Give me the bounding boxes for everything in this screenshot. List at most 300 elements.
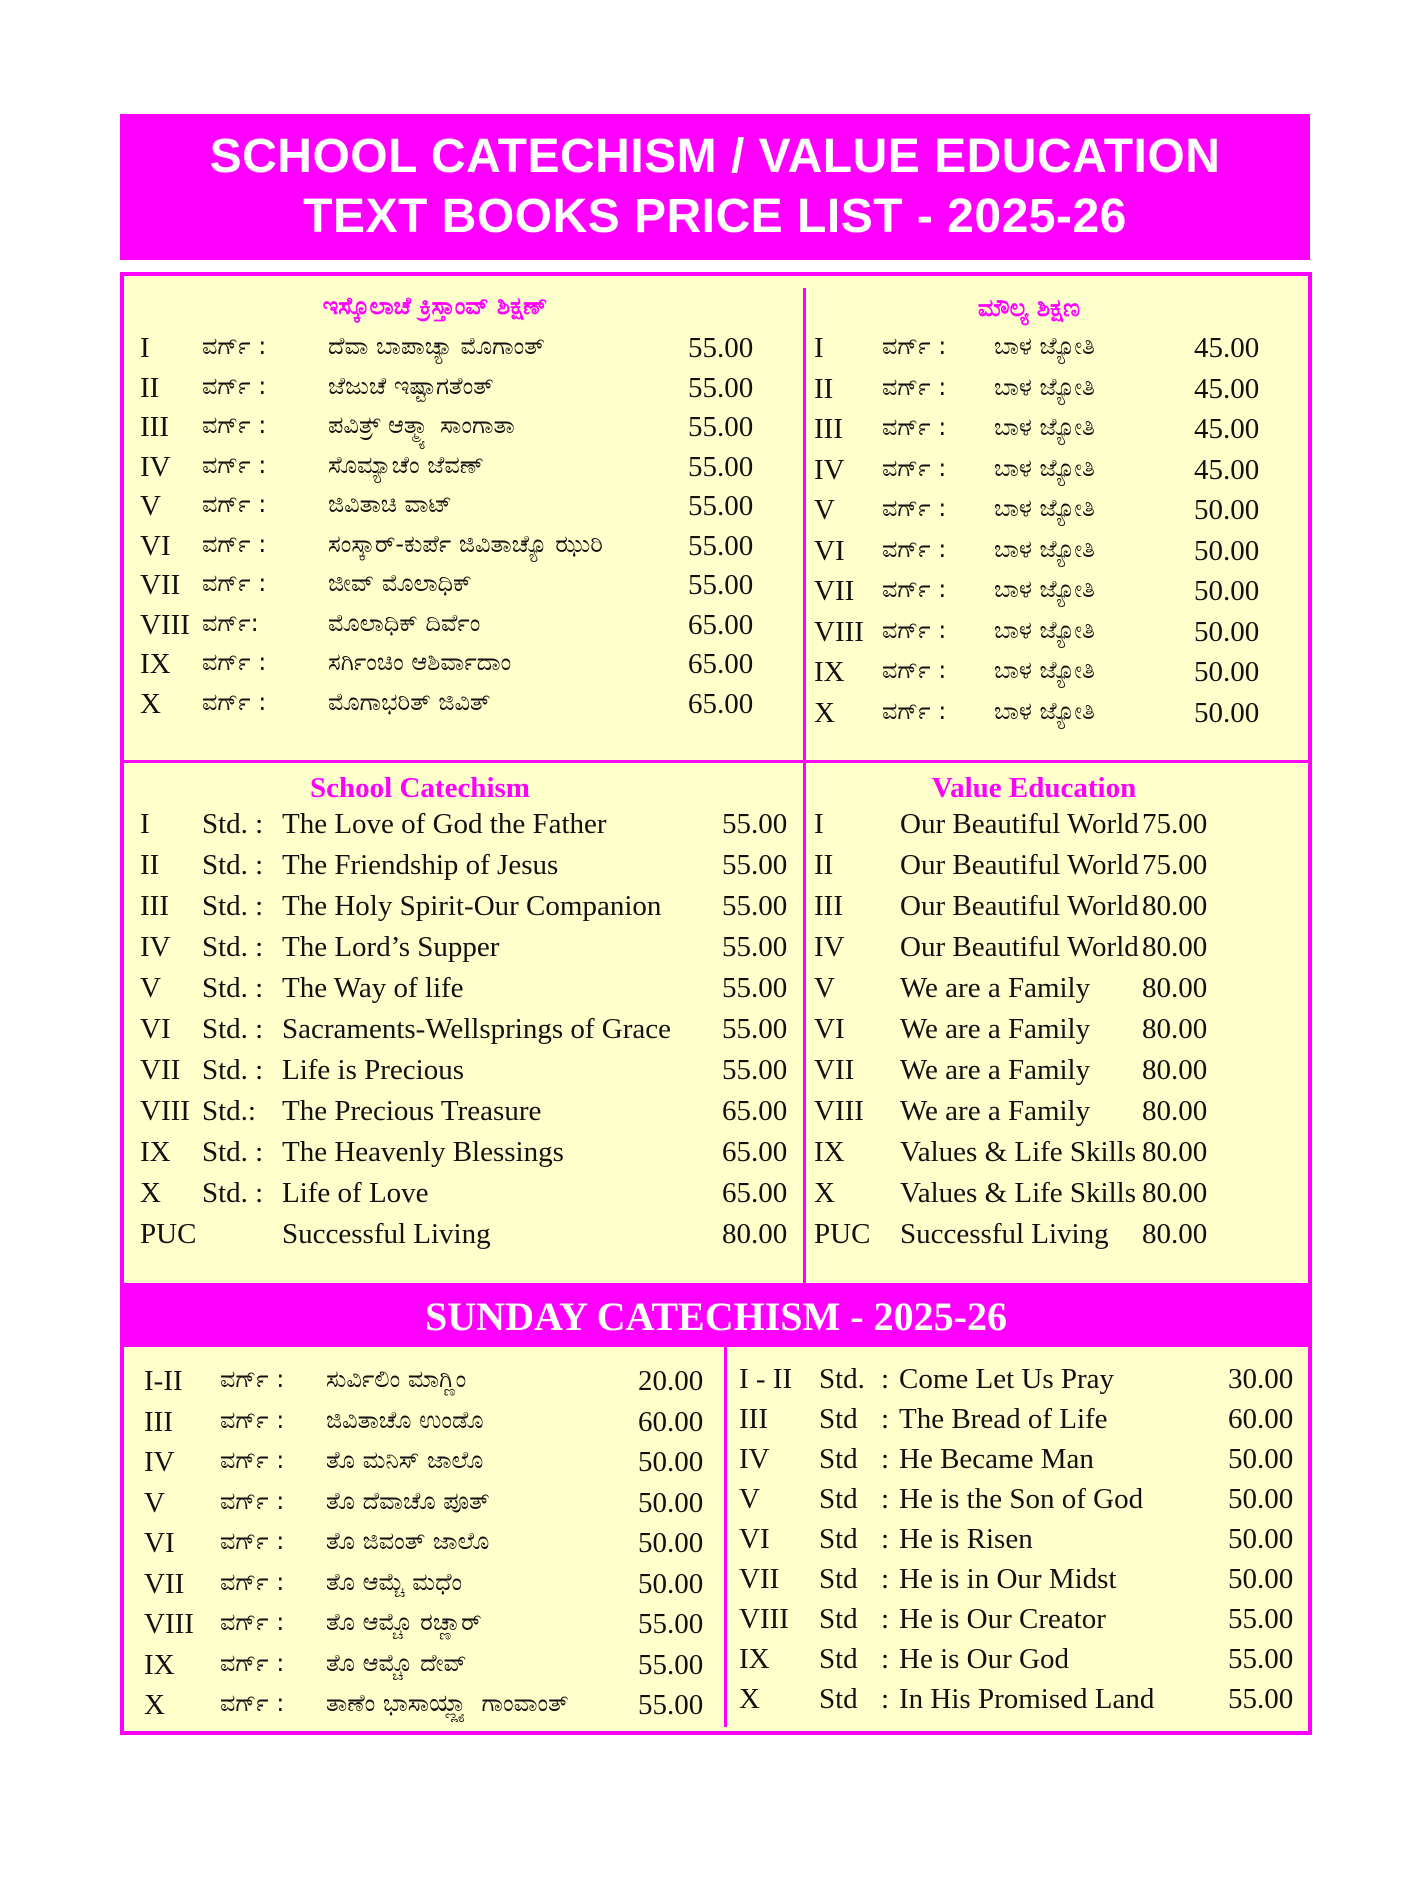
class-label: ವರ್ಗ್ :	[882, 534, 947, 563]
price-value: 45.00	[1194, 372, 1260, 405]
grade-label: V	[739, 1483, 760, 1515]
book-title: ಸರ್ಗಿಂಚಿಂ ಆಶಿರ್ವಾದಾಂ	[328, 648, 512, 676]
price-row	[144, 1487, 714, 1521]
book-title: ಪವಿತ್ರ್ ಆತ್ಮ್ಯಾ ಸಾಂಗಾತಾ	[328, 411, 515, 439]
class-label: ವರ್ಗ್ :	[882, 656, 947, 684]
grade-label: VI	[814, 534, 845, 567]
sunday-price-box	[120, 1347, 1312, 1735]
column-divider-top	[803, 288, 806, 768]
class-label: ವರ್ಗ್ :	[220, 1527, 285, 1555]
price-row	[739, 1563, 1309, 1597]
grade-label: X	[814, 1177, 835, 1209]
book-title: The Holy Spirit-Our Companion	[282, 890, 662, 922]
book-title: The Precious Treasure	[282, 1095, 542, 1127]
book-title: ದೆವಾ ಬಾಪಾಚ್ಯಾ ಮೊಗಾಂತ್	[328, 332, 545, 360]
grade-label: X	[739, 1683, 760, 1715]
book-title: He is in Our Midst	[899, 1563, 1117, 1595]
class-label: Std.:	[202, 1095, 256, 1127]
book-title: ತೊ ದೆವಾಚೊ ಪೂತ್	[326, 1486, 490, 1515]
price-row	[814, 1054, 1304, 1088]
price-value: 65.00	[688, 687, 754, 720]
class-label: Std	[819, 1443, 858, 1475]
price-value: 50.00	[1194, 656, 1260, 688]
book-title: The Bread of Life	[899, 1403, 1108, 1435]
book-title: Our Beautiful World	[900, 849, 1139, 881]
book-title: ತೊ ಜಿವಂತ್ ಜಾಲೊ	[326, 1527, 490, 1555]
grade-label: IX	[814, 656, 845, 688]
price-value: 55.00	[688, 529, 754, 562]
class-label: ವರ್ಗ್ :	[202, 648, 267, 676]
price-row	[739, 1443, 1309, 1477]
price-row	[140, 609, 800, 643]
book-title: ಬಾಳ ಜ್ಯೋತಿ	[994, 534, 1095, 563]
price-value: 80.00	[1142, 1218, 1208, 1250]
price-row	[814, 1177, 1304, 1211]
class-label: Std.	[819, 1363, 865, 1395]
price-value: 55.00	[1228, 1643, 1294, 1675]
price-row	[140, 372, 800, 406]
class-label: Std. :	[202, 1054, 264, 1086]
price-value: 50.00	[1194, 696, 1260, 729]
class-label: ವರ್ಗ್ :	[882, 575, 947, 603]
book-title: ಜಿವಿತಾಚೊ ಉಂಡೊ	[326, 1405, 484, 1434]
grade-label: I	[814, 332, 824, 364]
price-value: 55.00	[722, 972, 788, 1004]
price-value: 75.00	[1142, 808, 1208, 840]
price-value: 80.00	[1142, 1054, 1208, 1086]
book-title: We are a Family	[900, 1054, 1091, 1086]
price-value: 80.00	[1142, 1136, 1208, 1168]
price-value: 55.00	[722, 849, 788, 881]
price-value: 45.00	[1194, 413, 1260, 445]
price-row	[814, 616, 1304, 650]
book-title: ಜಿವಿತಾಚಿ ವಾಟ್	[328, 490, 452, 518]
class-label: ವರ್ಗ್ :	[220, 1405, 285, 1434]
grade-label: VII	[814, 1054, 855, 1086]
grade-label: PUC	[814, 1218, 871, 1250]
class-label: ವರ್ಗ್ :	[220, 1486, 285, 1515]
grade-label: X	[140, 1177, 161, 1209]
price-value: 60.00	[638, 1405, 704, 1438]
class-label: ವರ್ಗ್ :	[882, 453, 947, 482]
separator-colon: :	[881, 1643, 890, 1675]
book-title: ತೊ ಆಮ್ಚೊ ದೇವ್	[326, 1648, 467, 1677]
price-value: 55.00	[688, 490, 754, 522]
price-row	[739, 1683, 1309, 1717]
price-row	[140, 1136, 800, 1170]
grade-label: IX	[814, 1136, 845, 1168]
book-title: The Love of God the Father	[282, 808, 607, 840]
class-label: Std. :	[202, 931, 264, 963]
price-row	[814, 454, 1304, 488]
separator-colon: :	[881, 1363, 890, 1395]
class-label: ವರ್ಗ್ :	[882, 332, 947, 360]
grade-label: I	[140, 332, 150, 364]
price-value: 55.00	[688, 450, 754, 483]
grade-label: VI	[814, 1013, 845, 1045]
price-value: 55.00	[688, 569, 754, 601]
book-title: ಬಾಳ ಜ್ಯೋತಿ	[994, 494, 1095, 522]
price-row	[739, 1403, 1309, 1437]
class-label: Std	[819, 1483, 858, 1515]
grade-label: IV	[739, 1443, 770, 1475]
book-title: In His Promised Land	[899, 1683, 1155, 1715]
grade-label: PUC	[140, 1218, 197, 1250]
book-title: Sacraments-Wellsprings of Grace	[282, 1013, 672, 1045]
price-value: 55.00	[638, 1689, 704, 1721]
book-title: ತೊ ಮನಿಸ್ ಜಾಲೊ	[326, 1446, 484, 1474]
book-title: ಬಾಳ ಜ್ಯೋತಿ	[994, 332, 1095, 360]
grade-label: IV	[814, 931, 845, 963]
book-title: Our Beautiful World	[900, 808, 1139, 840]
grade-label: III	[814, 413, 843, 445]
grade-label: VII	[140, 569, 181, 601]
book-title: ತೊ ಆಮ್ಚೊ ರಚ್ಣಾರ್	[326, 1608, 482, 1636]
title-line-1: SCHOOL CATECHISM / VALUE EDUCATION	[209, 130, 1221, 183]
class-label: Std	[819, 1563, 858, 1595]
price-value: 55.00	[688, 411, 754, 443]
price-row	[814, 332, 1304, 366]
grade-label: V	[814, 972, 835, 1004]
title-line-2: TEXT BOOKS PRICE LIST - 2025-26	[303, 190, 1127, 243]
book-title: Values & Life Skills	[900, 1177, 1137, 1209]
grade-label: IX	[739, 1643, 770, 1675]
school-catechism-title: School Catechism	[310, 772, 530, 804]
price-value: 50.00	[1194, 494, 1260, 526]
book-title: ಬಾಳ ಜ್ಯೋತಿ	[994, 413, 1095, 441]
price-value: 80.00	[1142, 931, 1208, 963]
class-label: ವರ್ಗ್ :	[202, 332, 267, 360]
price-value: 20.00	[638, 1365, 704, 1397]
class-label: Std	[819, 1683, 858, 1715]
price-row	[739, 1603, 1309, 1637]
school-catechism-panel	[140, 772, 800, 1282]
price-value: 55.00	[638, 1608, 704, 1640]
class-label: Std	[819, 1603, 858, 1635]
price-value: 50.00	[1194, 575, 1260, 607]
class-label: Std. :	[202, 972, 264, 1004]
class-label: ವರ್ಗ್ :	[220, 1365, 285, 1393]
price-value: 55.00	[1228, 1603, 1294, 1635]
price-row	[814, 575, 1304, 609]
class-label: ವರ್ಗ್ :	[882, 494, 947, 522]
class-label: ವರ್ಗ್ :	[220, 1567, 285, 1596]
price-value: 55.00	[1228, 1683, 1294, 1715]
grade-label: V	[140, 490, 161, 522]
class-label: ವರ್ಗ್ :	[220, 1648, 285, 1677]
price-value: 50.00	[638, 1527, 704, 1559]
class-label: ವರ್ಗ್ :	[220, 1608, 285, 1636]
price-row	[140, 332, 800, 366]
book-title: He is Our Creator	[899, 1603, 1106, 1635]
kannada-value-panel	[814, 292, 1304, 752]
book-title: ಸುರ್ವಿಲಿಂ ಮಾಗ್ಣಿಂ	[326, 1365, 467, 1393]
price-value: 80.00	[1142, 1013, 1208, 1045]
price-value: 55.00	[688, 332, 754, 364]
price-value: 55.00	[688, 371, 754, 404]
sunday-konkani-panel	[144, 1361, 714, 1731]
price-value: 80.00	[722, 1218, 788, 1250]
price-row	[814, 535, 1304, 569]
price-row	[814, 1013, 1304, 1047]
price-row	[814, 931, 1304, 965]
price-row	[144, 1608, 714, 1642]
book-title: ಮೊಗಾಭರಿತ್ ಜಿವಿತ್	[328, 687, 491, 716]
book-title: ಜೀವ್ ಮೊಲಾಧಿಕ್	[328, 569, 472, 597]
book-title: Successful Living	[282, 1218, 491, 1250]
book-title: ಮೊಲಾಧಿಕ್ ದಿರ್ವೆಂ	[328, 608, 481, 637]
price-row	[739, 1523, 1309, 1557]
price-value: 55.00	[722, 890, 788, 922]
class-label: Std. :	[202, 1177, 264, 1209]
book-title: ಬಾಳ ಜ್ಯೋತಿ	[994, 372, 1095, 401]
separator-colon: :	[881, 1523, 890, 1555]
class-label: ವರ್ಗ್:	[202, 608, 259, 637]
grade-label: VIII	[814, 1095, 864, 1127]
book-title: ತಾಣೆಂ ಭಾಸಾಯ್ಲ್ಲ್ಯಾ ಗಾಂವಾಂತ್	[326, 1689, 569, 1717]
grade-label: IV	[140, 450, 171, 483]
price-row	[144, 1649, 714, 1683]
price-row	[814, 1218, 1304, 1252]
konkani-catechism-title: ಇಸ್ಕೊಲಾಚೆ ಕ್ರಿಸ್ತಾಂವ್ ಶಿಕ್ಷಣ್	[322, 292, 548, 320]
sunday-catechism-banner: SUNDAY CATECHISM - 2025-26	[120, 1287, 1312, 1347]
grade-label: V	[814, 494, 835, 526]
grade-label: VIII	[739, 1603, 789, 1635]
grade-label: IX	[140, 1136, 171, 1168]
price-value: 80.00	[1142, 890, 1208, 922]
book-title: The Heavenly Blessings	[282, 1136, 564, 1168]
price-row	[140, 648, 800, 682]
price-row	[814, 656, 1304, 690]
price-value: 55.00	[638, 1648, 704, 1681]
price-row	[144, 1406, 714, 1440]
book-title: Life of Love	[282, 1177, 429, 1209]
class-label: ವರ್ಗ್ :	[882, 696, 947, 725]
book-title: He is Our God	[899, 1643, 1069, 1675]
price-row	[140, 1054, 800, 1088]
class-label: Std. :	[202, 1013, 264, 1045]
grade-label: IV	[814, 453, 845, 486]
class-label: Std. :	[202, 890, 264, 922]
book-title: ಸಂಸ್ಕಾರ್-ಕುರ್ಪೆ ಜಿವಿತಾಚ್ಯೊ ಝುರಿ	[328, 529, 603, 558]
class-label: ವರ್ಗ್ :	[202, 450, 267, 479]
row-divider	[124, 760, 1308, 763]
separator-colon: :	[881, 1603, 890, 1635]
grade-label: V	[144, 1486, 165, 1519]
grade-label: X	[814, 696, 835, 729]
grade-label: IV	[140, 931, 171, 963]
price-value: 50.00	[638, 1486, 704, 1519]
book-title: Values & Life Skills	[900, 1136, 1137, 1168]
konkani-catechism-panel	[140, 292, 800, 752]
grade-label: V	[140, 972, 161, 1004]
class-label: Std. :	[202, 849, 264, 881]
price-row	[814, 1095, 1304, 1129]
price-value: 50.00	[1228, 1563, 1294, 1595]
book-title: We are a Family	[900, 972, 1091, 1004]
price-value: 65.00	[722, 1177, 788, 1209]
grade-label: I-II	[144, 1365, 183, 1397]
column-divider-bottom	[803, 764, 806, 1284]
price-row	[144, 1365, 714, 1399]
price-row	[814, 697, 1304, 731]
price-value: 65.00	[688, 608, 754, 641]
class-label: ವರ್ಗ್ :	[202, 569, 267, 597]
price-value: 50.00	[1194, 534, 1260, 567]
class-label: ವರ್ಗ್ :	[882, 615, 947, 644]
grade-label: II	[814, 372, 834, 405]
grade-label: III	[140, 411, 169, 443]
school-price-box	[120, 272, 1312, 1287]
grade-label: II	[140, 849, 160, 881]
book-title: He is Risen	[899, 1523, 1033, 1555]
book-title: Our Beautiful World	[900, 890, 1139, 922]
price-value: 50.00	[1228, 1523, 1294, 1555]
price-row	[140, 530, 800, 564]
grade-label: I - II	[739, 1363, 793, 1395]
price-row	[814, 972, 1304, 1006]
price-value: 80.00	[1142, 1095, 1208, 1127]
book-title: ಬಾಳ ಜ್ಯೋತಿ	[994, 696, 1095, 725]
class-label: ವರ್ಗ್ :	[202, 371, 267, 400]
price-row	[814, 413, 1304, 447]
grade-label: VI	[739, 1523, 770, 1555]
price-row	[814, 494, 1304, 528]
price-value: 45.00	[1194, 332, 1260, 364]
price-row	[140, 931, 800, 965]
title-banner	[120, 114, 1310, 260]
book-title: He Became Man	[899, 1443, 1094, 1475]
book-title: ಬಾಳ ಜ್ಯೋತಿ	[994, 575, 1095, 603]
book-title: ಬಾಳ ಜ್ಯೋತಿ	[994, 656, 1095, 684]
grade-label: VI	[140, 529, 171, 562]
price-row	[144, 1568, 714, 1602]
separator-colon: :	[881, 1403, 890, 1435]
separator-colon: :	[881, 1443, 890, 1475]
price-row	[140, 1013, 800, 1047]
book-title: ಜೆಜುಚೆ ಇಷ್ಟಾಗತೆಂತ್	[328, 371, 494, 400]
price-value: 55.00	[722, 1054, 788, 1086]
book-title: ಬಾಳ ಜ್ಯೋತಿ	[994, 453, 1095, 482]
grade-label: III	[144, 1405, 173, 1438]
price-value: 65.00	[688, 648, 754, 680]
grade-label: IX	[144, 1648, 175, 1681]
sunday-column-divider	[724, 1347, 727, 1727]
price-row	[739, 1363, 1309, 1397]
class-label: Std	[819, 1643, 858, 1675]
separator-colon: :	[881, 1683, 890, 1715]
book-title: Come Let Us Pray	[899, 1363, 1115, 1395]
grade-label: IX	[140, 648, 171, 680]
price-row	[814, 808, 1304, 842]
class-label: Std	[819, 1403, 858, 1435]
price-row	[739, 1483, 1309, 1517]
price-value: 75.00	[1142, 849, 1208, 881]
price-row	[140, 411, 800, 445]
grade-label: VIII	[140, 608, 190, 641]
grade-label: VII	[144, 1567, 185, 1600]
book-title: We are a Family	[900, 1095, 1091, 1127]
class-label: ವರ್ಗ್ :	[202, 490, 267, 518]
grade-label: I	[814, 808, 824, 840]
grade-label: VI	[144, 1527, 175, 1559]
class-label: ವರ್ಗ್ :	[202, 687, 267, 716]
grade-label: II	[814, 849, 834, 881]
price-row	[140, 890, 800, 924]
class-label: ವರ್ಗ್ :	[882, 372, 947, 401]
book-title: We are a Family	[900, 1013, 1091, 1045]
price-row	[140, 490, 800, 524]
grade-label: VII	[739, 1563, 780, 1595]
grade-label: IV	[144, 1446, 175, 1478]
price-value: 50.00	[1228, 1483, 1294, 1515]
price-row	[140, 1095, 800, 1129]
price-value: 60.00	[1228, 1403, 1294, 1435]
price-value: 50.00	[1228, 1443, 1294, 1475]
grade-label: II	[140, 371, 160, 404]
grade-label: VIII	[144, 1608, 194, 1640]
grade-label: III	[140, 890, 169, 922]
price-value: 55.00	[722, 1013, 788, 1045]
class-label: Std	[819, 1523, 858, 1555]
grade-label: VIII	[140, 1095, 190, 1127]
price-value: 50.00	[638, 1567, 704, 1600]
kannada-value-title: ಮೌಲ್ಯ ಶಿಕ್ಷಣ	[977, 294, 1081, 322]
grade-label: III	[814, 890, 843, 922]
class-label: ವರ್ಗ್ :	[202, 529, 267, 558]
price-value: 55.00	[722, 931, 788, 963]
price-row	[144, 1527, 714, 1561]
price-row	[739, 1643, 1309, 1677]
grade-label: VIII	[814, 615, 864, 648]
price-value: 30.00	[1228, 1363, 1294, 1395]
book-title: He is the Son of God	[899, 1483, 1144, 1515]
price-row	[140, 1177, 800, 1211]
separator-colon: :	[881, 1563, 890, 1595]
grade-label: I	[140, 808, 150, 840]
book-title: The Lord’s Supper	[282, 931, 500, 963]
price-value: 80.00	[1142, 1177, 1208, 1209]
class-label: Std. :	[202, 808, 264, 840]
price-value: 65.00	[722, 1136, 788, 1168]
price-value: 55.00	[722, 808, 788, 840]
book-title: Our Beautiful World	[900, 931, 1139, 963]
price-row	[814, 1136, 1304, 1170]
class-label: ವರ್ಗ್ :	[882, 413, 947, 441]
price-row	[140, 688, 800, 722]
price-row	[814, 890, 1304, 924]
book-title: ಸೊಮ್ಯಾಚೆಂ ಜೆವಣ್	[328, 450, 485, 479]
price-value: 80.00	[1142, 972, 1208, 1004]
price-row	[140, 808, 800, 842]
price-value: 45.00	[1194, 453, 1260, 486]
grade-label: X	[140, 687, 161, 720]
class-label: ವರ್ಗ್ :	[220, 1689, 285, 1717]
book-title: The Way of life	[282, 972, 464, 1004]
grade-label: III	[739, 1403, 768, 1435]
price-row	[814, 373, 1304, 407]
value-education-panel	[814, 772, 1304, 1282]
grade-label: X	[144, 1689, 165, 1721]
grade-label: VII	[814, 575, 855, 607]
book-title: Successful Living	[900, 1218, 1109, 1250]
price-row	[144, 1689, 714, 1723]
book-title: The Friendship of Jesus	[282, 849, 559, 881]
price-row	[140, 451, 800, 485]
price-value: 65.00	[722, 1095, 788, 1127]
price-row	[140, 1218, 800, 1252]
class-label: ವರ್ಗ್ :	[202, 411, 267, 439]
